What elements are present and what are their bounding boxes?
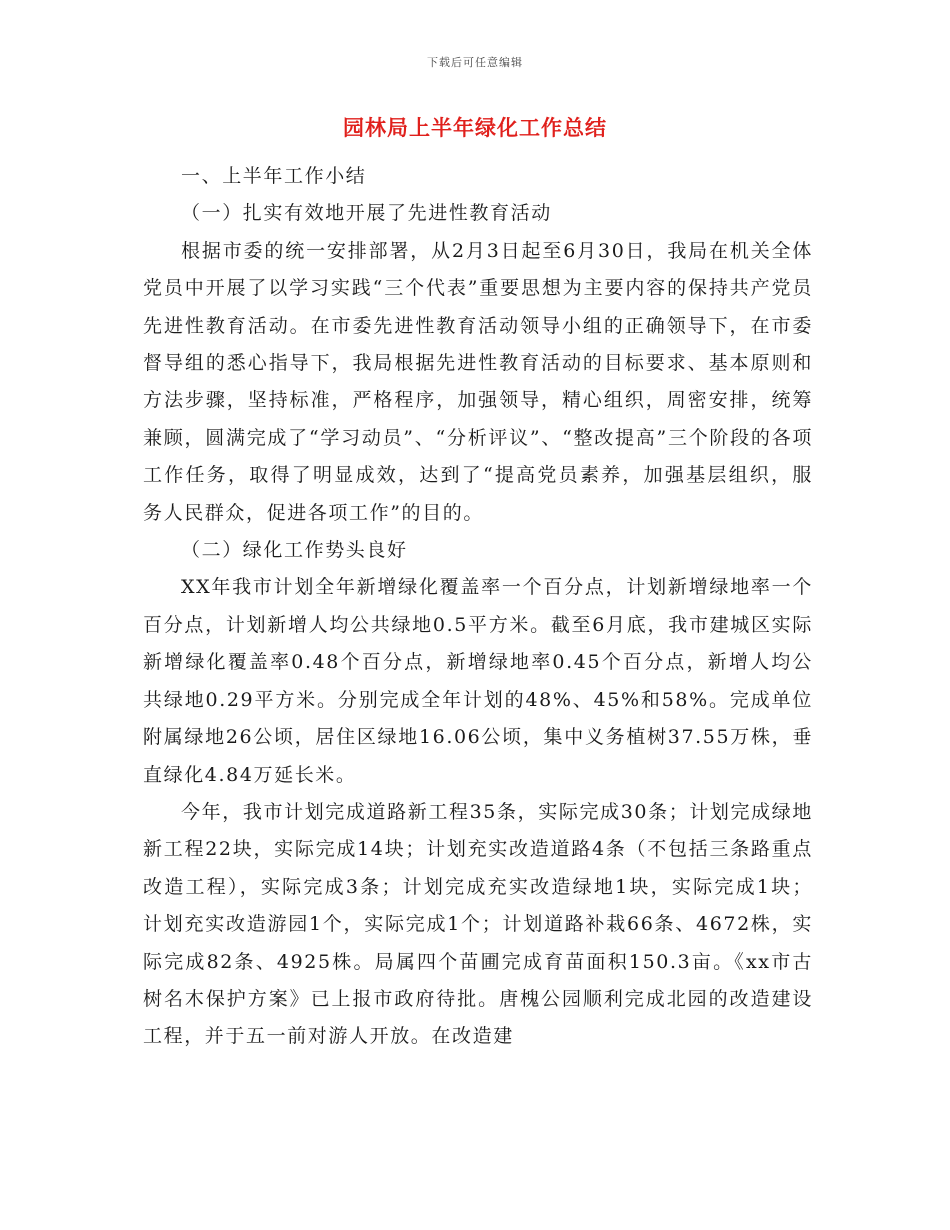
paragraph-greening-projects: 今年，我市计划完成道路新工程35条，实际完成30条；计划完成绿地新工程22块，实际完成14块；计划充实改造道路4条（不包括三条路重点改造工程），实际完成3条；计划完成充实改造绿地1块，实际完成1块；计划充实改造游园1个，实际完成1个；计划道路补栽66条、4672株，实际完成82条、4925株。局属四个苗圃完成育苗面积150.3亩。《xx市古树名木保护方案》已上报市政府待批。唐槐公园顺利完成北园的改造建设工程，并于五一前对游人开放。在改造建	[143, 800, 813, 1048]
paragraph-education-activity: 根据市委的统一安排部署，从2月3日起至6月30日，我局在机关全体党员中开展了以学习实践“三个代表”重要思想为主要内容的保持共产党员先进性教育活动。在市委先进性教育活动领导小组的正确领导下，在市委督导组的悉心指导下，我局根据先进性教育活动的目标要求、基本原则和方法步骤，坚持标准，严格程序，加强领导，精心组织，周密安排，统筹兼顾，圆满完成了“学习动员”、“分析评议”、“整改提高”三个阶段的各项工作任务，取得了明显成效，达到了“提高党员素养，加强基层组织，服务人民群众，促进各项工作”的目的。	[143, 239, 813, 524]
section-heading-1: 一、上半年工作小结	[181, 165, 367, 187]
document-body	[143, 158, 813, 1056]
subsection-heading-2: （二）绿化工作势头良好	[181, 539, 408, 562]
subsection-heading-1: （一）扎实有效地开展了先进性教育活动	[181, 202, 552, 225]
paragraph-greening-stats: XX年我市计划全年新增绿化覆盖率一个百分点，计划新增绿地率一个百分点，计划新增人均公共绿地0.5平方米。截至6月底，我市建城区实际新增绿化覆盖率0.48个百分点，新增绿地率0.45个百分点，新增人均公共绿地0.29平方米。分别完成全年计划的48%、45%和58%。完成单位附属绿地26公顷，居住区绿地16.06公顷，集中义务植树37.55万株，垂直绿化4.84万延长米。	[143, 576, 813, 786]
page-header-note: 下载后可任意编辑	[427, 56, 523, 69]
document-title: 园林局上半年绿化工作总结	[343, 116, 607, 140]
